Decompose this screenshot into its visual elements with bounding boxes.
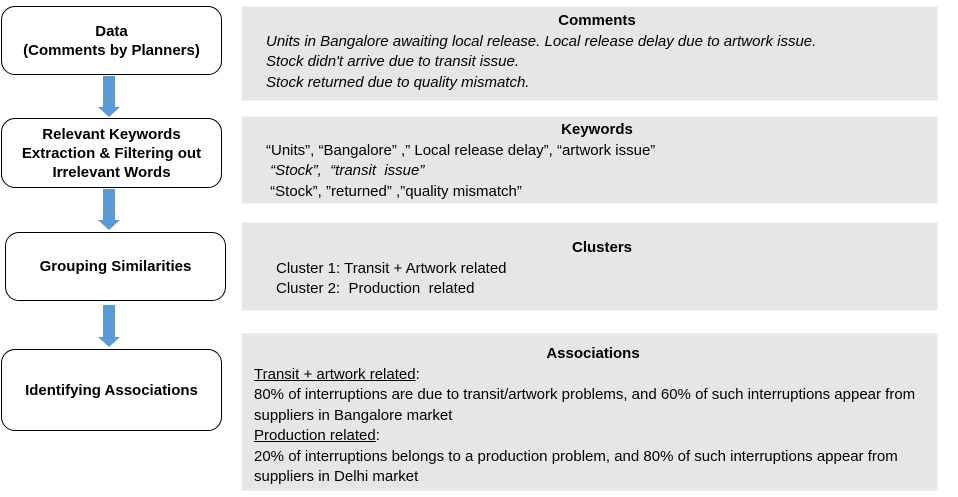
keywords-panel	[241, 116, 938, 204]
associations-panel	[241, 333, 938, 491]
keyword-line-2	[266, 161, 928, 182]
cluster-line-1: Cluster 1: Transit + Artwork related	[276, 259, 507, 277]
step-associations-label: Identifying Associations	[25, 381, 198, 399]
flow-arrow-1	[98, 76, 120, 117]
step-grouping-label: Grouping Similarities	[39, 258, 192, 275]
association-text-1: 80% of interruptions are due to transit/artwork problems, and 60% of such interruptions appear from suppliers in Bangalore market	[254, 386, 916, 424]
association-heading-1-text: Transit + artwork related	[254, 365, 416, 383]
step-keyword-line2: Extraction & Filtering out	[21, 144, 202, 162]
step-keyword-extraction	[1, 118, 222, 188]
association-heading-1-colon: :	[415, 365, 420, 383]
association-text-2: 20% of interruptions belongs to a production problem, and 80% of such interruptions appear from suppliers in Delhi market	[254, 447, 898, 485]
keyword-line-1: “Units”, “Bangalore” ,” Local release delay”, “artwork issue”	[266, 141, 656, 159]
association-heading-1	[254, 365, 932, 386]
step-keyword-line1: Relevant Keywords	[42, 125, 181, 143]
association-heading-2	[254, 426, 932, 447]
step-keyword-line3: Irrelevant Words	[52, 163, 171, 181]
keyword-line-3: “Stock”, ”returned” ,”quality mismatch”	[266, 182, 522, 200]
clusters-panel	[241, 222, 938, 311]
comments-panel	[241, 6, 938, 101]
step-grouping	[5, 232, 226, 301]
comment-line-1: Units in Bangalore awaiting local release. Local release delay due to artwork issue.	[266, 32, 817, 50]
flow-arrow-2	[98, 189, 120, 230]
cluster-line-2: Cluster 2: Production related	[276, 280, 475, 297]
step-data	[1, 6, 222, 75]
associations-title: Associations	[546, 345, 640, 362]
association-heading-2-colon: :	[375, 427, 380, 444]
keyword-line-2-text: “Stock”, “transit issue”	[266, 162, 425, 179]
comment-line-2: Stock didn't arrive due to transit issue.	[266, 53, 519, 70]
clusters-title: Clusters	[571, 239, 633, 256]
step-associations	[1, 349, 222, 431]
flow-arrow-3	[98, 305, 120, 347]
step-data-line2: (Comments by Planners)	[23, 41, 200, 59]
comment-line-3: Stock returned due to quality mismatch.	[266, 73, 530, 91]
keywords-title: Keywords	[561, 121, 633, 138]
association-heading-2-text: Production related	[254, 427, 376, 444]
step-data-line1: Data	[95, 22, 128, 40]
comments-title: Comments	[558, 12, 636, 29]
